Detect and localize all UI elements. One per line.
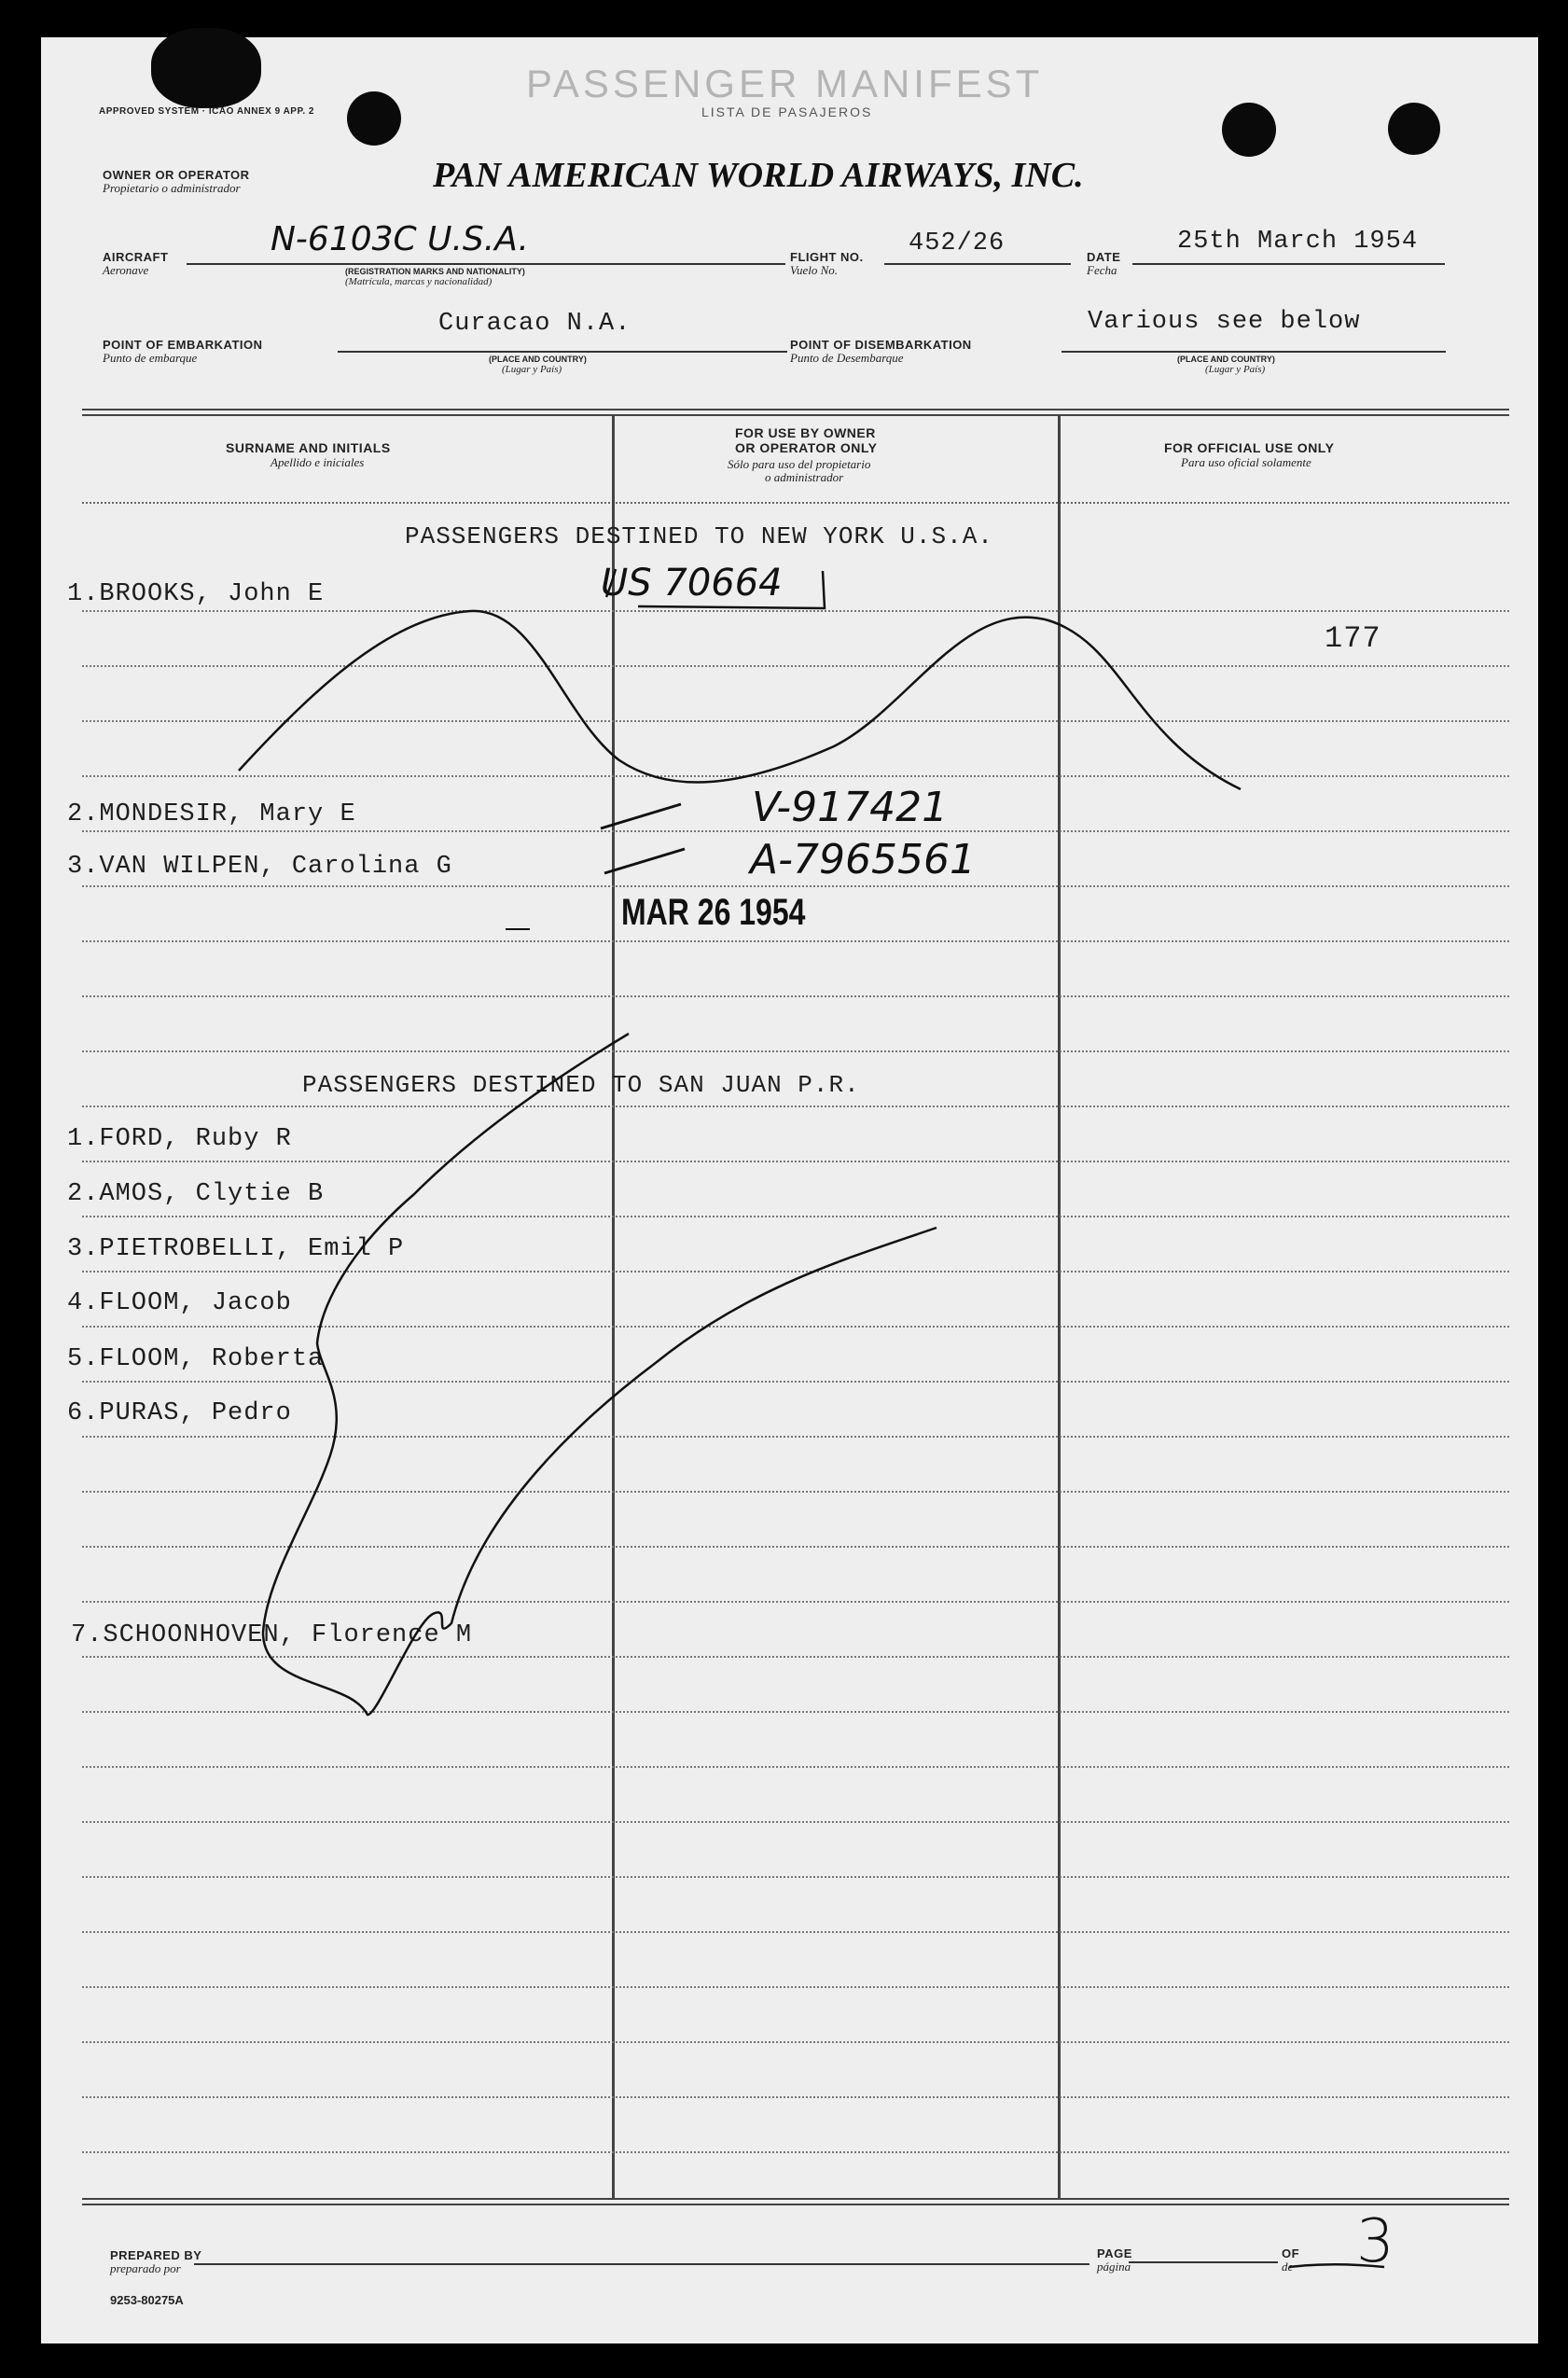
disembark-field-line — [1062, 351, 1446, 353]
aircraft-label: AIRCRAFT — [103, 250, 169, 264]
ruled-line — [82, 1106, 1509, 1107]
section-heading-san-juan: PASSENGERS DESTINED TO SAN JUAN P.R. — [302, 1071, 860, 1099]
aircraft-label-es: Aeronave — [103, 263, 149, 277]
ruled-line — [82, 720, 1509, 722]
owner-value: PAN AMERICAN WORLD AIRWAYS, INC. — [433, 156, 1084, 195]
handwritten-note-ny-3: A-7965561 — [750, 836, 976, 883]
ruled-line — [82, 665, 1509, 667]
column-header-owner-es-1: Sólo para uso del propietario — [728, 457, 871, 471]
page-count: 3 — [1356, 2207, 1395, 2276]
date-label: DATE — [1087, 250, 1121, 264]
ruled-line — [82, 1876, 1509, 1878]
form-number: 9253-80275A — [110, 2293, 184, 2307]
flight-value: 452/26 — [909, 229, 1006, 257]
aircraft-caption-es: (Matrícula, marcas y nacionalidad) — [345, 276, 493, 287]
ruled-line — [82, 1986, 1509, 1988]
wave-squiggle — [239, 611, 1241, 789]
aircraft-caption: (REGISTRATION MARKS AND NATIONALITY) — [345, 267, 525, 276]
date-field-line — [1132, 263, 1445, 265]
disembark-label-es: Punto de Desembarque — [790, 351, 904, 365]
flight-label-es: Vuelo No. — [790, 263, 839, 277]
passenger-row-ny-1: 1.BROOKS, John E — [67, 580, 325, 608]
page-label: PAGE — [1097, 2246, 1132, 2260]
owner-label-es: Propietario o administrador — [103, 181, 241, 195]
passenger-row-sj-3: 3.PIETROBELLI, Emil P — [67, 1235, 405, 1263]
ruled-line — [82, 610, 1509, 612]
dash-mark-ny-3 — [604, 849, 685, 873]
embark-caption: (PLACE AND COUNTRY) — [489, 355, 587, 364]
table-bottom-rule-1 — [82, 2198, 1509, 2200]
embark-label-es: Punto de embarque — [103, 351, 198, 365]
passenger-row-sj-1: 1.FORD, Ruby R — [67, 1125, 292, 1153]
redaction-blot — [151, 28, 261, 108]
punch-hole-right-2 — [1388, 103, 1440, 155]
passenger-row-ny-2: 2.MONDESIR, Mary E — [67, 800, 356, 828]
column-header-owner-2: OR OPERATOR ONLY — [735, 440, 878, 455]
prepared-by-label-es: preparado por — [110, 2261, 181, 2275]
form-title: PASSENGER MANIFEST — [526, 62, 1044, 105]
disembark-label: POINT OF DISEMBARKATION — [790, 338, 972, 352]
ruled-line — [82, 1546, 1509, 1548]
form-title-es: LISTA DE PASAJEROS — [701, 104, 873, 119]
table-top-rule-2 — [82, 414, 1509, 416]
disembark-caption: (PLACE AND COUNTRY) — [1177, 355, 1275, 364]
embark-field-line — [338, 351, 787, 353]
ruled-line — [82, 1436, 1509, 1438]
column-header-official: FOR OFFICIAL USE ONLY — [1164, 440, 1335, 455]
ruled-line — [82, 2151, 1509, 2153]
handwritten-note-ny-1: US 70664 — [601, 562, 783, 605]
ruled-line — [82, 885, 1509, 887]
of-label-es: de — [1282, 2260, 1294, 2274]
section-heading-new-york: PASSENGERS DESTINED TO NEW YORK U.S.A. — [405, 522, 993, 550]
flight-label: FLIGHT NO. — [790, 250, 864, 264]
page-label-es: página — [1097, 2260, 1131, 2274]
column-header-owner-es-2: o administrador — [765, 470, 844, 484]
ruled-line — [82, 995, 1509, 997]
punch-hole-right-1 — [1222, 103, 1276, 157]
table-top-rule-1 — [82, 409, 1509, 410]
ruled-line — [82, 1216, 1509, 1217]
disembark-value: Various see below — [1088, 308, 1361, 336]
disembark-caption-es: (Lugar y País) — [1205, 364, 1266, 375]
column-header-owner-1: FOR USE BY OWNER — [735, 425, 876, 440]
ruled-line — [82, 1656, 1509, 1658]
ruled-line — [82, 1601, 1509, 1603]
prepared-by-line — [194, 2263, 1089, 2265]
aircraft-value: N-6103C U.S.A. — [271, 220, 529, 258]
passenger-row-ny-3: 3.VAN WILPEN, Carolina G — [67, 853, 452, 881]
ruled-line — [82, 1711, 1509, 1713]
ruled-line — [82, 2041, 1509, 2043]
table-bottom-rule-2 — [82, 2204, 1509, 2205]
large-cancel-stroke — [263, 1034, 937, 1715]
ruled-line — [82, 940, 1509, 942]
punch-hole-left — [347, 91, 401, 146]
ruled-line — [82, 1821, 1509, 1823]
manifest-page — [41, 37, 1538, 2343]
flight-field-line — [884, 263, 1071, 265]
date-stamp: MAR 26 1954 — [621, 892, 806, 933]
ruled-line — [82, 1491, 1509, 1493]
ruled-line — [82, 1931, 1509, 1933]
owner-label: OWNER OR OPERATOR — [103, 168, 250, 182]
embark-caption-es: (Lugar y País) — [502, 364, 562, 375]
ruled-line — [82, 2096, 1509, 2098]
ruled-line — [82, 775, 1509, 777]
passenger-row-sj-4: 4.FLOOM, Jacob — [67, 1289, 292, 1317]
approval-code: APPROVED SYSTEM · ICAO ANNEX 9 APP. 2 — [99, 106, 314, 117]
column-header-surname-es: Apellido e iniciales — [271, 455, 365, 469]
ruled-line — [82, 1326, 1509, 1328]
passenger-row-sj-6: 6.PURAS, Pedro — [67, 1399, 292, 1427]
ruled-line — [82, 1161, 1509, 1162]
handwritten-note-ny-2: V-917421 — [752, 784, 949, 831]
table-header-rule — [82, 502, 1509, 504]
passenger-row-sj-5: 5.FLOOM, Roberta — [67, 1345, 325, 1373]
page-field-line — [1129, 2261, 1278, 2263]
ruled-line — [82, 1271, 1509, 1272]
official-number-ny-1: 177 — [1325, 621, 1381, 656]
passenger-row-sj-2: 2.AMOS, Clytie B — [67, 1180, 325, 1208]
column-header-official-es: Para uso oficial solamente — [1181, 455, 1311, 469]
of-label: OF — [1282, 2246, 1300, 2260]
date-label-es: Fecha — [1087, 263, 1117, 277]
column-header-surname: SURNAME AND INITIALS — [226, 440, 391, 455]
aircraft-field-line — [187, 263, 785, 265]
passenger-row-sj-7: 7.SCHOONHOVEN, Florence M — [71, 1621, 473, 1649]
ruled-line — [82, 1381, 1509, 1383]
ruled-line — [82, 1050, 1509, 1052]
embark-value: Curacao N.A. — [438, 310, 631, 338]
embark-label: POINT OF EMBARKATION — [103, 338, 263, 352]
ruled-line — [82, 1766, 1509, 1768]
prepared-by-label: PREPARED BY — [110, 2248, 202, 2262]
date-value: 25th March 1954 — [1177, 228, 1419, 256]
